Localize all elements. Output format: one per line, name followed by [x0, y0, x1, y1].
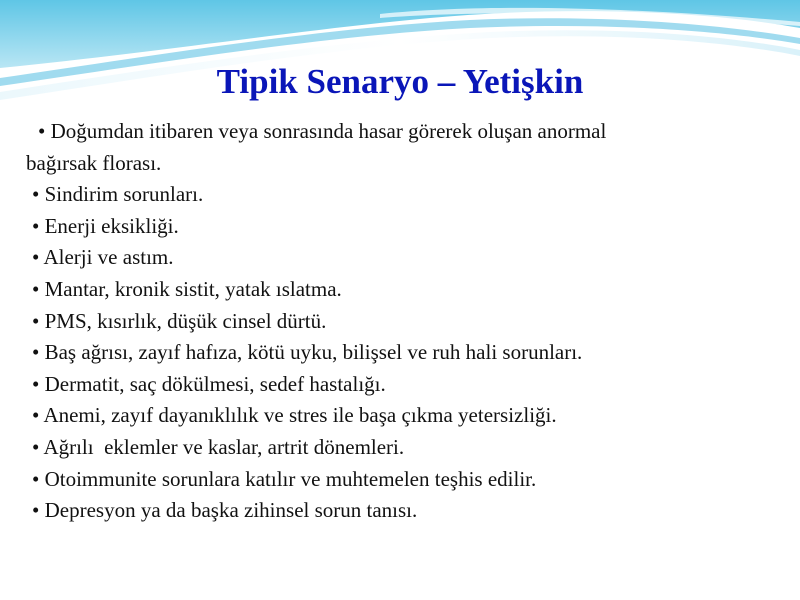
bullet-item: • Baş ağrısı, zayıf hafıza, kötü uyku, bilişsel ve ruh hali sorunları.: [32, 340, 583, 365]
bullet-item: • Enerji eksikliği.: [32, 213, 179, 238]
slide-title: Tipik Senaryo – Yetişkin: [216, 62, 584, 101]
bullet-item: • Doğumdan itibaren veya sonrasında hasar görerek oluşan anormal: [38, 119, 607, 143]
bullet-item: • Anemi, zayıf dayanıklılık ve stres ile başa çıkma yetersizliği.: [32, 403, 557, 428]
bullet-item-continuation: bağırsak florası.: [26, 150, 162, 175]
bullet-item: • Depresyon ya da başka zihinsel sorun tanısı.: [32, 498, 418, 523]
bullet-item: • Alerji ve astım.: [32, 245, 174, 270]
bullet-item: • Mantar, kronik sistit, yatak ıslatma.: [32, 276, 342, 301]
bullet-item: • Dermatit, saç dökülmesi, sedef hastalığı.: [32, 371, 386, 396]
bullet-item: • Otoimmunite sorunlara katılır ve muhtemelen teşhis edilir.: [32, 466, 537, 491]
bullet-item: • Ağrılı eklemler ve kaslar, artrit dönemleri.: [32, 434, 405, 459]
bullet-list: [26, 116, 782, 527]
bullet-item: • Sindirim sorunları.: [32, 182, 204, 207]
bullet-item: • PMS, kısırlık, düşük cinsel dürtü.: [32, 308, 327, 333]
